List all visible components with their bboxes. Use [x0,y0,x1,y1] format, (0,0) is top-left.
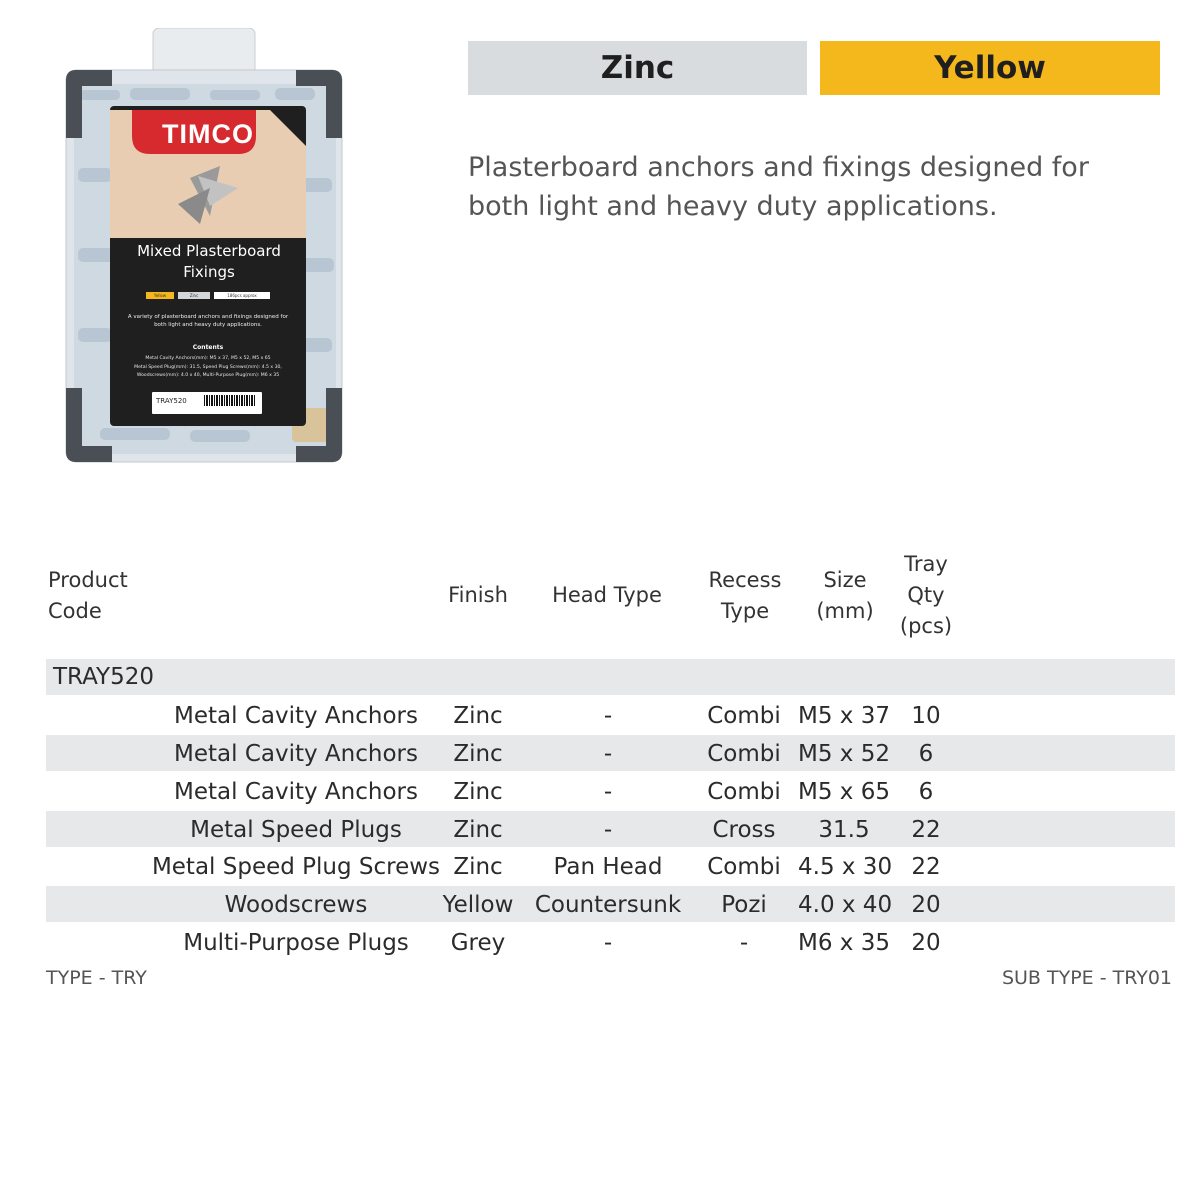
cell-qty: 6 [918,779,934,805]
cell-head-type: Pan Head [553,854,663,880]
cell-head-type: - [603,741,613,767]
cell-size: M6 x 35 [798,930,890,956]
cell-recess-type: Combi [707,703,781,729]
sub-type-label: SUB TYPE - TRY01 [1001,967,1172,989]
cell-description: Metal Speed Plugs [190,817,402,843]
header-finish: Finish [448,583,508,607]
brand-logo: TIMCO [162,119,254,149]
cell-recess-type: Combi [707,779,781,805]
cell-size: M5 x 37 [798,703,890,729]
cell-size: M5 x 52 [798,741,890,767]
cell-finish: Zinc [453,703,503,729]
table-row [46,886,1175,922]
cell-finish: Yellow [442,892,514,918]
cell-recess-type: Combi [707,854,781,880]
cell-qty: 6 [918,741,934,767]
cell-qty: 20 [911,892,941,918]
cell-finish: Zinc [453,854,503,880]
product-description: Plasterboard anchors and fixings designed for both light and heavy duty applications. [468,152,1089,222]
table-row [46,924,1175,960]
card-chip-yellow: Yellow [146,292,174,299]
header-head-type: Head Type [552,583,662,607]
header-product-code: Product Code [48,568,128,623]
card-contents-line: Metal Cavity Anchors(mm): M5 x 37, M5 x 52, M5 x 65 [145,356,271,361]
label-product-code: TRAY520 [156,397,187,405]
barcode-icon [204,395,256,406]
header-recess-type: Recess Type [708,568,782,623]
product-code: TRAY520 [53,664,154,690]
cell-description: Metal Cavity Anchors [174,741,418,767]
card-contents [118,355,298,381]
cell-size: 4.5 x 30 [798,854,893,880]
cell-finish: Zinc [453,741,503,767]
cell-recess-type: Cross [712,817,776,843]
cell-size: 4.0 x 40 [798,892,893,918]
table-row [46,811,1175,847]
product-image [60,28,350,468]
card-chip-zinc: Zinc [178,292,210,299]
cell-finish: Zinc [453,817,503,843]
cell-recess-type: Combi [707,741,781,767]
card-description: A variety of plasterboard anchors and fixings designed for both light and heavy duty applications. [127,314,289,328]
cell-size: 31.5 [818,817,870,843]
barcode-label [152,392,262,414]
cell-qty: 22 [911,817,941,843]
cell-qty: 10 [911,703,941,729]
cell-head-type: - [603,930,613,956]
cell-qty: 22 [911,854,941,880]
cell-recess-type: - [739,930,749,956]
type-label: TYPE - TRY [46,967,147,989]
cell-description: Woodscrews [224,892,368,918]
cell-head-type: - [603,779,613,805]
cell-recess-type: Pozi [721,892,767,918]
cell-qty: 20 [911,930,941,956]
card-title: Mixed Plasterboard Fixings [137,242,281,281]
table-row [46,773,1175,809]
cell-finish: Grey [450,930,506,956]
card-contents-line: Woodscrews(mm): 4.0 x 40, Multi-Purpose Plug(mm): M6 x 35 [136,373,280,378]
header-tray-qty: Tray Qty (pcs) [899,552,953,638]
cell-head-type: - [603,817,613,843]
finish-tab-zinc: Zinc [468,41,807,95]
table-row [46,848,1175,884]
cell-head-type: Countersunk [534,892,682,918]
finish-tab-yellow: Yellow [820,41,1160,95]
card-contents-title: Contents [192,344,224,351]
card-contents-line: Metal Speed Plug(mm): 31.5, Speed Plug Screws(mm): 4.5 x 30, [134,364,282,370]
table-row [46,735,1175,771]
table-row [46,697,1175,733]
cell-size: M5 x 65 [798,779,890,805]
cell-description: Multi-Purpose Plugs [183,930,409,956]
cell-description: Metal Cavity Anchors [174,703,418,729]
cell-head-type: - [603,703,613,729]
cell-description: Metal Speed Plug Screws [151,854,441,880]
cell-finish: Zinc [453,779,503,805]
product-code-row [46,659,1175,695]
card-chip-quantity: 186pcs approx [214,292,270,299]
header-size: Size (mm) [816,568,874,623]
cell-description: Metal Cavity Anchors [174,779,418,805]
